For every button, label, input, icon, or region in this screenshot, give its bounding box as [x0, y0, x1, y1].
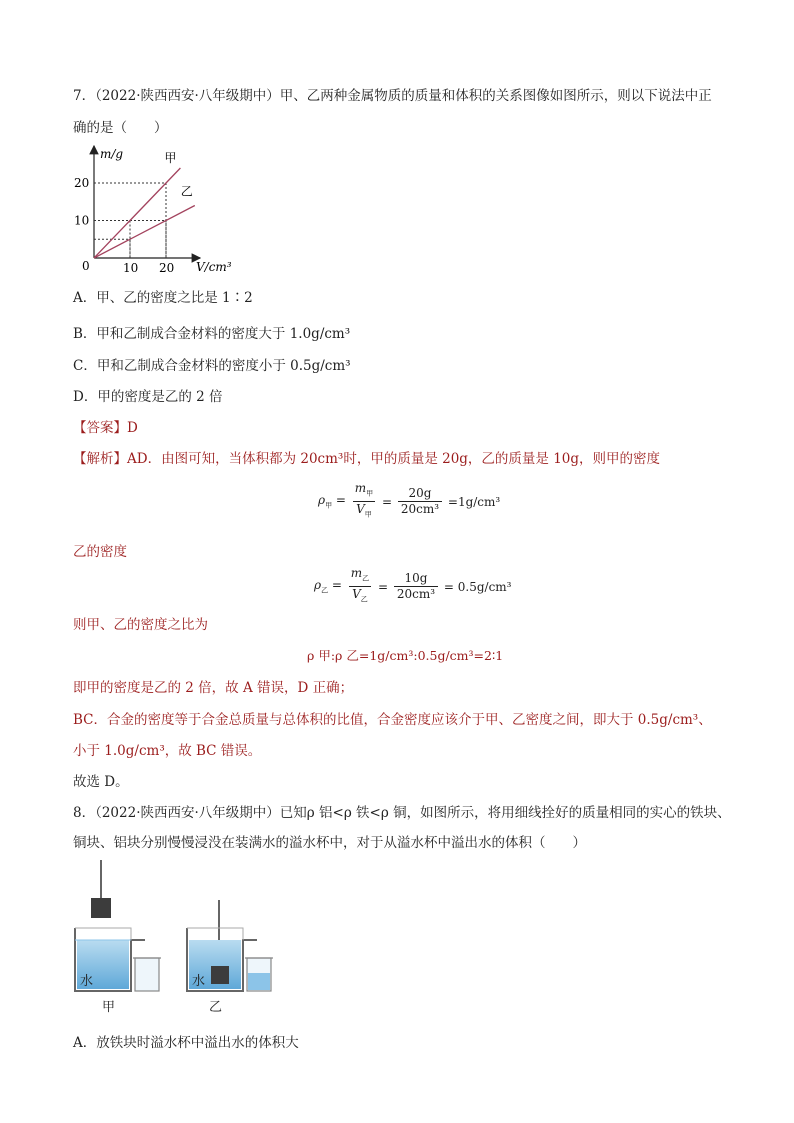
y-axis-label: m/g [100, 147, 124, 161]
conclusion-line3: 小于 1.0g/cm³，故 BC 错误。 [73, 743, 262, 759]
analysis-text: AD．由图可知，当体积都为 20cm³时，甲的质量是 20g，乙的质量是 10g，则甲的密度 [127, 451, 661, 467]
x-axis-label: V/cm³ [196, 260, 232, 274]
q7-stem-line1: 7．（2022·陕西西安·八年级期中）甲、乙两种金属物质的质量和体积的关系图像如图所示，则以下说法中正 [73, 88, 712, 104]
x-tick-label-1: 20 [159, 261, 175, 275]
q8-option-a[interactable]: A．放铁块时溢水杯中溢出水的体积大 [73, 1035, 299, 1051]
q7-option-c[interactable]: C．甲和乙制成合金材料的密度小于 0.5g/cm³ [73, 358, 351, 374]
q8-stem-line1: 8．（2022·陕西西安·八年级期中）已知ρ 铝<ρ 铁<ρ 铜，如图所示，将用细线拴好的质量相同的实心的铁块、 [73, 805, 731, 821]
overflow-cup-figure [65, 858, 295, 1020]
series-label-0: 甲 [164, 151, 177, 165]
q8-stem-line2: 铜块、铝块分别慢慢浸没在装满水的溢水杯中，对于从溢水杯中溢出水的体积（ ） [73, 835, 586, 851]
q7-option-b[interactable]: B．甲和乙制成合金材料的密度大于 1.0g/cm³ [73, 326, 351, 342]
series-line-1 [94, 206, 195, 259]
origin-label: 0 [82, 259, 90, 273]
q7-stem-line2: 确的是（ ） [73, 120, 168, 136]
conclusion-line2: BC．合金的密度等于合金总质量与总体积的比值，合金密度应该介于甲、乙密度之间，即大于 0.5g/cm³、 [73, 712, 712, 728]
q7-answer: 【答案】D [73, 420, 138, 436]
y-tick-label-1: 20 [74, 176, 90, 190]
q7-option-d[interactable]: D．甲的密度是乙的 2 倍 [73, 389, 223, 405]
metal-block-left [91, 898, 111, 918]
caption-left: 甲 [102, 1000, 116, 1015]
series-line-0 [94, 168, 180, 258]
density-equation-yi: $\rho_乙$ = $\frac{m_乙}{V_乙}$ = $\frac{10g}{\text{20cm³}}$ = 0.5g/cm³ [314, 566, 511, 608]
q7-option-a[interactable]: A．甲、乙的密度之比是 1∶2 [73, 290, 253, 306]
overflow-water-right [248, 973, 270, 990]
water-label-left: 水 [80, 974, 94, 989]
analysis-label: 【解析】 [73, 451, 127, 467]
density-equation-jia: $\rho_甲$ = $\frac{m_甲}{V_甲}$ = $\frac{20g}{\text{20cm³}}$ =1g/cm³ [318, 481, 500, 523]
conclusion-line1: 即甲的密度是乙的 2 倍，故 A 错误，D 正确； [73, 680, 354, 696]
y-tick-label-0: 10 [74, 213, 90, 228]
metal-block-right [211, 966, 229, 984]
final-choice: 故选 D。 [73, 774, 129, 790]
yi-density-label: 乙的密度 [73, 544, 127, 560]
beaker-left [135, 958, 159, 991]
caption-right: 乙 [209, 1000, 223, 1015]
series-label-1: 乙 [180, 184, 193, 199]
q7-analysis-line1 [73, 447, 660, 467]
ratio-equation: ρ 甲:ρ 乙=1g/cm³:0.5g/cm³=2∶1 [307, 648, 504, 663]
ratio-label: 则甲、乙的密度之比为 [73, 617, 208, 633]
x-tick-label-0: 10 [123, 261, 139, 275]
mass-volume-chart [70, 140, 250, 280]
water-label-right: 水 [192, 974, 206, 989]
